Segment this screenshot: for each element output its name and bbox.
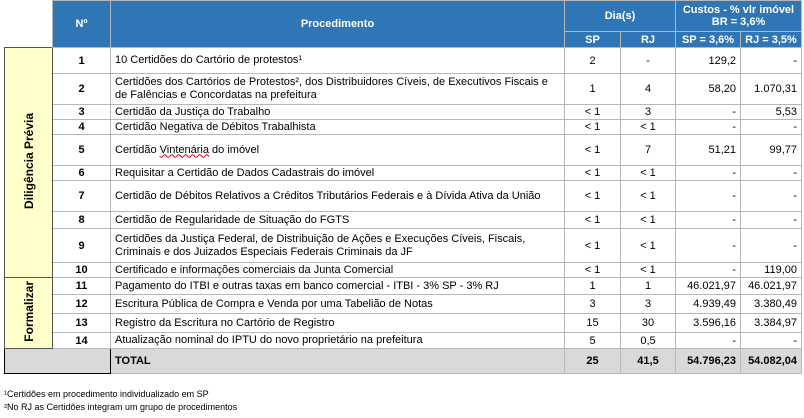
cost-rj-cell: - bbox=[741, 166, 802, 181]
header-num: Nº bbox=[53, 1, 111, 48]
header-days: Dia(s) bbox=[565, 1, 676, 32]
row-number: 6 bbox=[53, 166, 111, 181]
section-diligencia bbox=[5, 48, 53, 278]
section-formalizar-label: Formalizar bbox=[21, 281, 36, 342]
procedure-cell: 10 Certidões do Cartório de protestos¹ bbox=[111, 48, 565, 74]
cost-sp-cell: - bbox=[676, 212, 741, 229]
table-row bbox=[5, 263, 802, 278]
table-row bbox=[5, 48, 802, 74]
days-rj-cell: 0,5 bbox=[621, 333, 676, 349]
table-row bbox=[5, 181, 802, 212]
cost-sp-cell: 4.939,49 bbox=[676, 295, 741, 314]
table-row bbox=[5, 333, 802, 349]
header-blank bbox=[5, 1, 53, 32]
cost-sp-cell: 3.596,16 bbox=[676, 314, 741, 333]
cost-rj-cell: 46.021,97 bbox=[741, 278, 802, 295]
days-sp-cell: 1 bbox=[565, 74, 621, 105]
table-row bbox=[5, 295, 802, 314]
cost-rj-cell: 5,53 bbox=[741, 105, 802, 120]
table-row bbox=[5, 212, 802, 229]
procedure-cell: Certidão da Justiça do Trabalho bbox=[111, 105, 565, 120]
days-rj-cell: 3 bbox=[621, 105, 676, 120]
days-rj-cell: < 1 bbox=[621, 229, 676, 263]
footnote-1: ¹Certidões em procedimento individualizado em SP bbox=[4, 389, 209, 399]
row-number: 5 bbox=[53, 135, 111, 166]
header-costs-sp: SP = 3,6% bbox=[676, 32, 741, 48]
procedure-cell: Requisitar a Certidão de Dados Cadastrais do imóvel bbox=[111, 166, 565, 181]
days-rj-cell: 3 bbox=[621, 295, 676, 314]
cost-rj-cell: - bbox=[741, 212, 802, 229]
days-rj-cell: < 1 bbox=[621, 212, 676, 229]
days-sp-cell: < 1 bbox=[565, 105, 621, 120]
header-costs-rj: RJ = 3,5% bbox=[741, 32, 802, 48]
procedure-cell: Certidões dos Cartórios de Protestos², dos Distribuidores Cíveis, de Executivos Fiscais e de Falências e Concordatas na prefeitura bbox=[111, 74, 565, 105]
cost-rj-cell: - bbox=[741, 181, 802, 212]
table-row bbox=[5, 105, 802, 120]
procedure-cell: Certificado e informações comerciais da Junta Comercial bbox=[111, 263, 565, 278]
days-sp-cell: < 1 bbox=[565, 229, 621, 263]
row-number: 13 bbox=[53, 314, 111, 333]
days-rj-cell: 30 bbox=[621, 314, 676, 333]
cost-sp-cell: - bbox=[676, 105, 741, 120]
days-sp-cell: < 1 bbox=[565, 120, 621, 135]
days-rj-cell: - bbox=[621, 48, 676, 74]
days-rj-cell: 4 bbox=[621, 74, 676, 105]
cost-rj-cell: - bbox=[741, 333, 802, 349]
row-number: 8 bbox=[53, 212, 111, 229]
days-sp-cell: 2 bbox=[565, 48, 621, 74]
days-sp-cell: 15 bbox=[565, 314, 621, 333]
footnote-2: ²No RJ as Certidões integram um grupo de procedimentos bbox=[4, 402, 238, 412]
header-days-sp: SP bbox=[565, 32, 621, 48]
cost-sp-cell: - bbox=[676, 181, 741, 212]
procedure-cell: Pagamento do ITBI e outras taxas em banco comercial - ITBI - 3% SP - 3% RJ bbox=[111, 278, 565, 295]
row-number: 12 bbox=[53, 295, 111, 314]
cost-rj-cell: - bbox=[741, 48, 802, 74]
header-blank-2 bbox=[5, 32, 53, 48]
section-formalizar bbox=[5, 278, 53, 349]
table-row bbox=[5, 314, 802, 333]
cost-sp-cell: - bbox=[676, 166, 741, 181]
cost-sp-cell: - bbox=[676, 333, 741, 349]
procedure-text-spellcheck: Vintenária bbox=[159, 143, 209, 156]
cost-rj-cell: 1.070,31 bbox=[741, 74, 802, 105]
days-sp-cell: < 1 bbox=[565, 135, 621, 166]
total-days-sp: 25 bbox=[565, 349, 621, 374]
days-sp-cell: < 1 bbox=[565, 212, 621, 229]
days-sp-cell: 1 bbox=[565, 278, 621, 295]
row-number: 14 bbox=[53, 333, 111, 349]
cost-rj-cell: 99,77 bbox=[741, 135, 802, 166]
days-rj-cell: 1 bbox=[621, 278, 676, 295]
procedure-cell bbox=[111, 135, 565, 166]
header-costs: Custos - % vlr imóvel BR = 3,6% bbox=[676, 1, 802, 32]
procedure-cell: Registro da Escritura no Cartório de Registro bbox=[111, 314, 565, 333]
days-sp-cell: 5 bbox=[565, 333, 621, 349]
row-number: 9 bbox=[53, 229, 111, 263]
procedure-text: do imóvel bbox=[208, 143, 260, 156]
total-row bbox=[5, 349, 802, 374]
cost-sp-cell: - bbox=[676, 120, 741, 135]
cost-sp-cell: 46.021,97 bbox=[676, 278, 741, 295]
total-cost-sp: 54.796,23 bbox=[676, 349, 741, 374]
cost-rj-cell: 3.384,97 bbox=[741, 314, 802, 333]
header-days-rj: RJ bbox=[621, 32, 676, 48]
row-number: 7 bbox=[53, 181, 111, 212]
total-days-rj: 41,5 bbox=[621, 349, 676, 374]
row-number: 11 bbox=[53, 278, 111, 295]
cost-sp-cell: 58,20 bbox=[676, 74, 741, 105]
cost-rj-cell: - bbox=[741, 120, 802, 135]
cost-rj-cell: 119,00 bbox=[741, 263, 802, 278]
days-rj-cell: < 1 bbox=[621, 181, 676, 212]
cost-sp-cell: - bbox=[676, 263, 741, 278]
cost-rj-cell: 3.380,49 bbox=[741, 295, 802, 314]
table-row bbox=[5, 120, 802, 135]
days-sp-cell: < 1 bbox=[565, 181, 621, 212]
total-black-block bbox=[5, 349, 111, 374]
days-rj-cell: < 1 bbox=[621, 263, 676, 278]
row-number: 2 bbox=[53, 74, 111, 105]
header-procedure: Procedimento bbox=[111, 1, 565, 48]
row-number: 3 bbox=[53, 105, 111, 120]
days-sp-cell: < 1 bbox=[565, 263, 621, 278]
cost-sp-cell: 51,21 bbox=[676, 135, 741, 166]
days-rj-cell: < 1 bbox=[621, 120, 676, 135]
procedure-text: Certidão bbox=[115, 143, 160, 156]
procedure-cell: Atualização nominal do IPTU do novo proprietário na prefeitura bbox=[111, 333, 565, 349]
procedure-cell: Certidão Negativa de Débitos Trabalhista bbox=[111, 120, 565, 135]
procedures-table-wrapper bbox=[4, 0, 802, 374]
table-row bbox=[5, 229, 802, 263]
days-sp-cell: 3 bbox=[565, 295, 621, 314]
row-number: 10 bbox=[53, 263, 111, 278]
table-row bbox=[5, 74, 802, 105]
table-row bbox=[5, 166, 802, 181]
row-number: 4 bbox=[53, 120, 111, 135]
procedure-cell: Certidão de Regularidade de Situação do FGTS bbox=[111, 212, 565, 229]
cost-sp-cell: 129,2 bbox=[676, 48, 741, 74]
procedures-table bbox=[4, 0, 802, 374]
days-sp-cell: < 1 bbox=[565, 166, 621, 181]
table-row bbox=[5, 278, 802, 295]
cost-rj-cell: - bbox=[741, 229, 802, 263]
section-diligencia-label: Diligência Prévia bbox=[21, 112, 36, 210]
procedure-cell: Certidão de Débitos Relativos a Créditos Tributários Federais e à Dívida Ativa da União bbox=[111, 181, 565, 212]
table-row bbox=[5, 135, 802, 166]
total-label: TOTAL bbox=[111, 349, 565, 374]
cost-sp-cell: - bbox=[676, 229, 741, 263]
total-cost-rj: 54.082,04 bbox=[741, 349, 802, 374]
days-rj-cell: 7 bbox=[621, 135, 676, 166]
procedure-cell: Escritura Pública de Compra e Venda por uma Tabelião de Notas bbox=[111, 295, 565, 314]
procedure-cell: Certidões da Justiça Federal, de Distribuição de Ações e Execuções Cíveis, Fiscais, Criminais e dos Juizados Especiais Federais Criminais da JF bbox=[111, 229, 565, 263]
row-number: 1 bbox=[53, 48, 111, 74]
days-rj-cell: < 1 bbox=[621, 166, 676, 181]
